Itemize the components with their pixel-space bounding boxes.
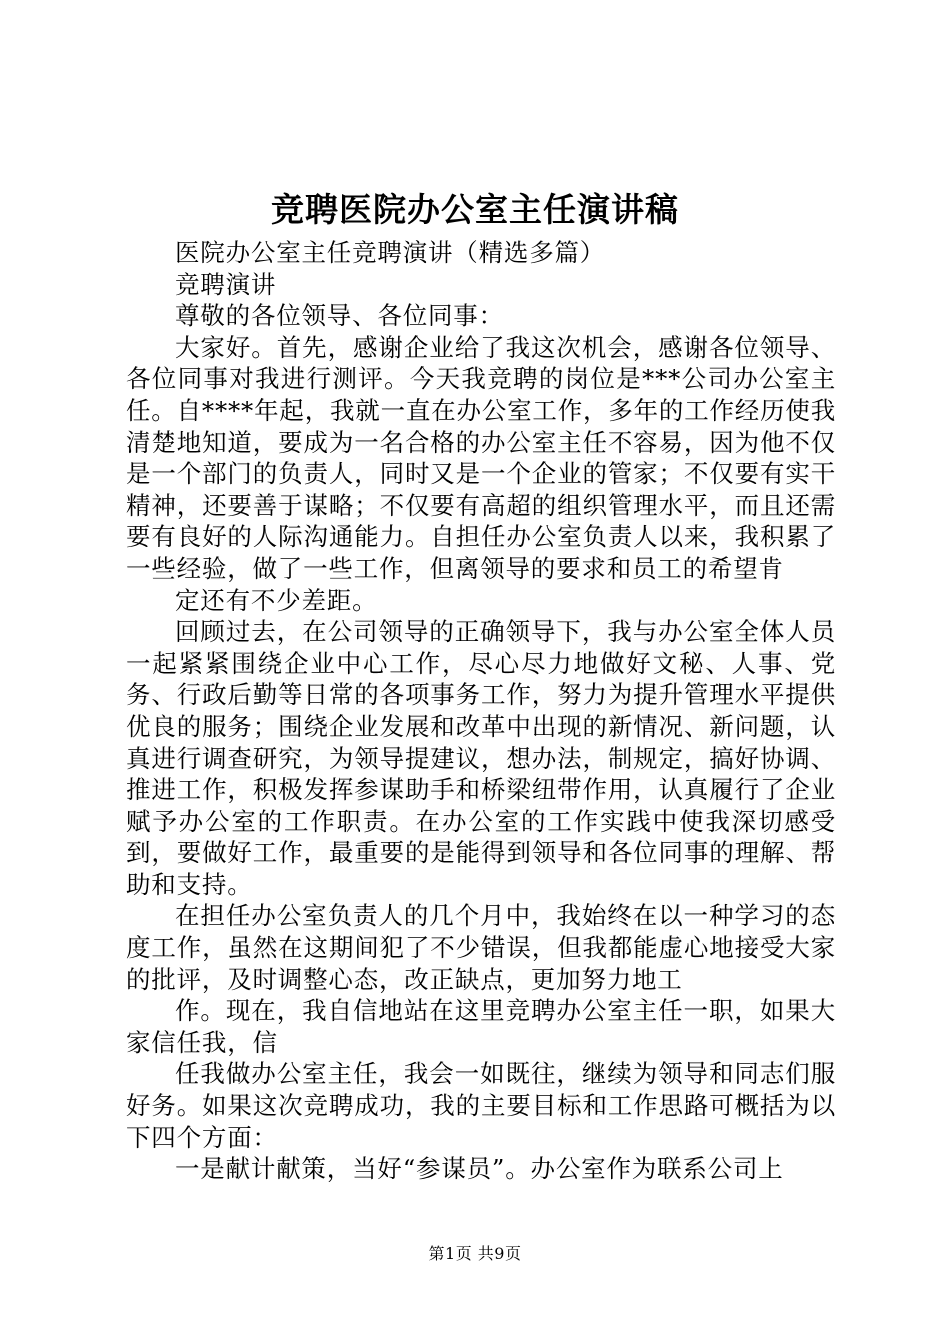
document-body — [126, 237, 836, 1185]
document-title: 竞聘医院办公室主任演讲稿 — [271, 190, 679, 229]
paragraph-heading: 竞聘演讲 — [175, 269, 277, 299]
page-footer: 第1页 共9页 — [428, 1244, 522, 1263]
paragraph-subtitle: 医院办公室主任竞聘演讲（精选多篇） — [175, 238, 606, 267]
paragraph: 一是献计献策，当好“参谋员”。办公室作为联系公司上 — [175, 1154, 784, 1184]
paragraph: 任我做办公室主任，我会一如既往，继续为领导和同志们服好务。如果这次竞聘成功，我的主要目标和工作思路可概括为以下四个方面： — [126, 1059, 836, 1152]
paragraph: 作。现在，我自信地站在这里竞聘办公室主任一职，如果大家信任我，信 — [126, 996, 836, 1057]
paragraph: 回顾过去，在公司领导的正确领导下，我与办公室全体人员一起紧紧围绕企业中心工作，尽心尽力地做好文秘、人事、党务、行政后勤等日常的各项事务工作，努力为提升管理水平提供优良的服务；围绕企业发展和改革中出现的新情况、新问题，认真进行调查研究，为领导提建议，想办法，制规定，搞好协调、推进工作，积极发挥参谋助手和桥梁纽带作用，认真履行了企业赋予办公室的工作职责。在办公室的工作实践中使我深切感受到，要做好工作，最重要的是能得到领导和各位同事的理解、帮助和支持。 — [126, 617, 836, 899]
paragraph: 大家好。首先，感谢企业给了我这次机会，感谢各位领导、各位同事对我进行测评。今天我竞聘的岗位是***公司办公室主任。自****年起，我就一直在办公室工作，多年的工作经历使我清楚地知道，要成为一名合格的办公室主任不容易，因为他不仅是一个部门的负责人，同时又是一个企业的管家；不仅要有实干精神，还要善于谋略；不仅要有高超的组织管理水平，而且还需要有良好的人际沟通能力。自担任办公室负责人以来，我积累了一些经验，做了一些工作，但离领导的要求和员工的希望肯 — [126, 332, 836, 583]
paragraph-salutation: 尊敬的各位领导、各位同事： — [175, 301, 504, 331]
paragraph: 在担任办公室负责人的几个月中，我始终在以一种学习的态度工作，虽然在这期间犯了不少错误，但我都能虚心地接受大家的批评，及时调整心态，改正缺点，更加努力地工 — [126, 901, 836, 994]
paragraph: 定还有不少差距。 — [175, 585, 378, 615]
